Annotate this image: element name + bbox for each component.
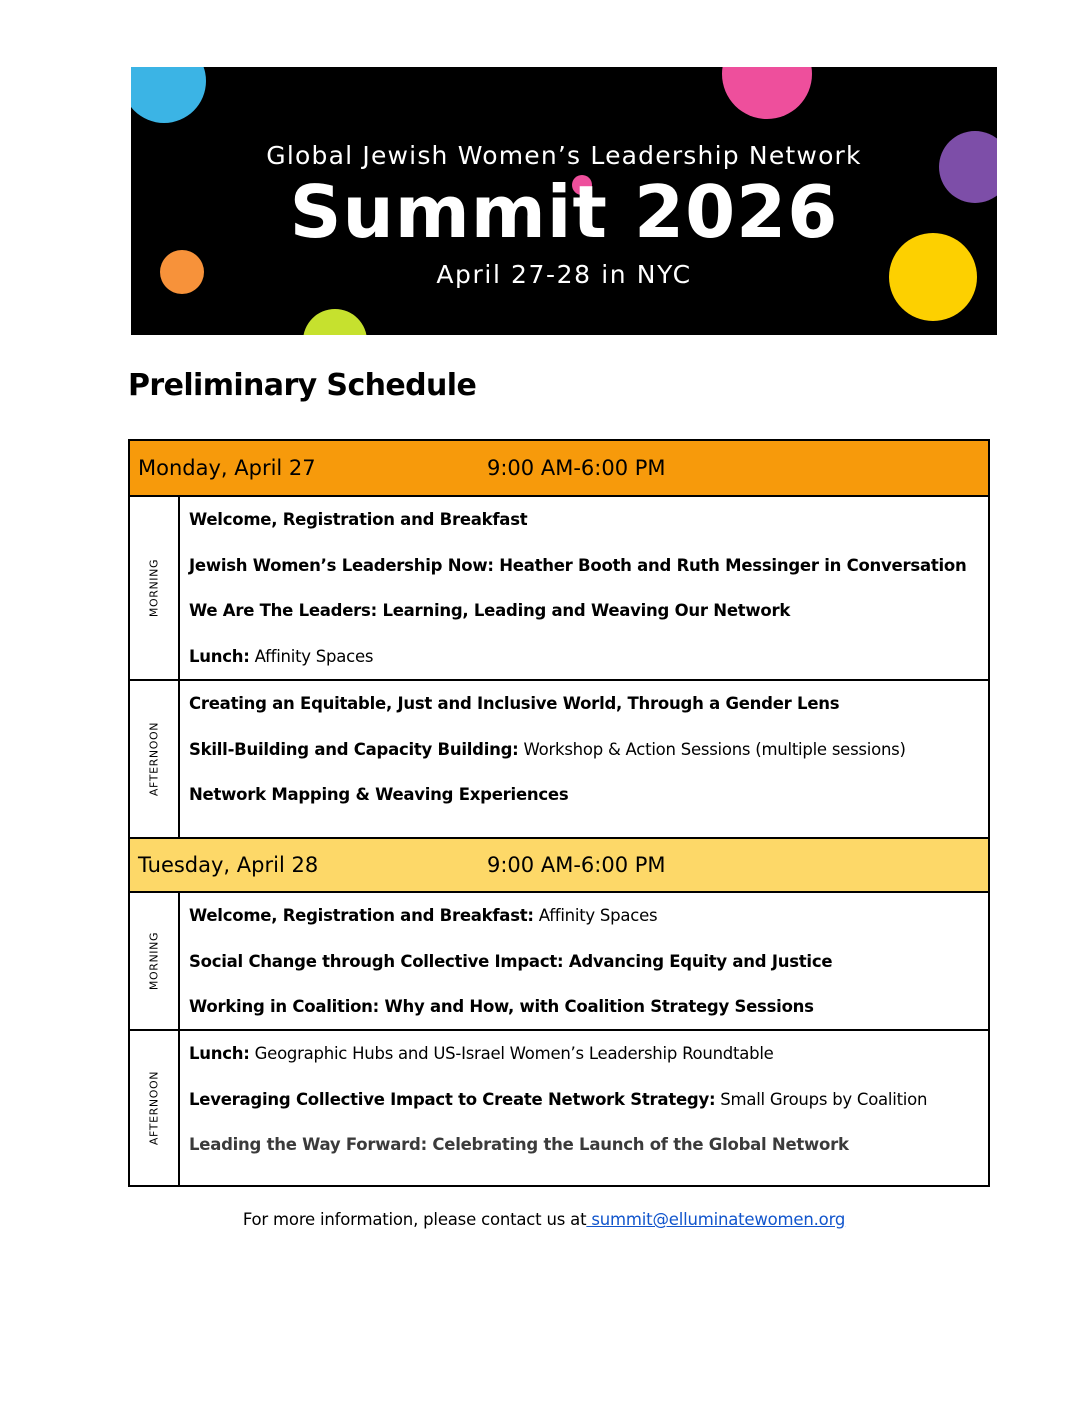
day-time: 9:00 AM-6:00 PM [487,853,666,877]
day-name: Tuesday, April 28 [138,853,319,877]
pink-circle [722,67,812,119]
list-item: Welcome, Registration and Breakfast: Affinity Spaces [189,906,658,925]
day-name: Monday, April 27 [138,456,316,480]
day-time: 9:00 AM-6:00 PM [487,456,666,480]
day-header-tuesday [130,837,988,893]
contact-text: For more information, please contact us at [242,1210,587,1229]
list-item: Leveraging Collective Impact to Create Network Strategy: Small Groups by Coalition [189,1089,928,1109]
session-period-label: AFTERNOON [130,681,180,837]
tuesday-morning-section [130,893,988,1029]
session-period-label: MORNING [130,497,180,679]
list-item: Social Change through Collective Impact: Advancing Equity and Justice [189,951,833,971]
monday-afternoon-section [130,679,988,837]
list-item: Leading the Way Forward: Celebrating the Launch of the Global Network [189,1135,849,1154]
contact-email-link[interactable]: summit@elluminatewomen.org [586,1210,846,1229]
list-item: Lunch: Geographic Hubs and US-Israel Women’s Leadership Roundtable [189,1044,774,1063]
day-header-monday [130,441,988,497]
banner-dates: April 27-28 in NYC [436,260,692,289]
list-item: We Are The Leaders: Learning, Leading and Weaving Our Network [189,601,791,620]
banner-title: Summit 2026 [289,170,839,254]
session-period-label: AFTERNOON [130,1031,180,1185]
session-period-label: MORNING [130,893,180,1029]
list-item: Network Mapping & Weaving Experiences [189,785,569,804]
list-item: Working in Coalition: Why and How, with Coalition Strategy Sessions [189,997,814,1016]
list-item: Welcome, Registration and Breakfast [189,510,528,529]
banner-org-name: Global Jewish Women’s Leadership Network [266,141,862,170]
contact-footer [0,1210,1088,1229]
list-item: Jewish Women’s Leadership Now: Heather Booth and Ruth Messinger in Conversation [189,555,967,575]
list-item: Creating an Equitable, Just and Inclusive World, Through a Gender Lens [189,694,840,713]
list-item: Skill-Building and Capacity Building: Workshop & Action Sessions (multiple sessions) [189,739,906,759]
lime-circle [303,309,367,335]
tuesday-afternoon-section [130,1029,988,1185]
monday-morning-section [130,497,988,679]
schedule-table [128,439,990,1187]
list-item: Lunch: Affinity Spaces [189,646,374,666]
page-title: Preliminary Schedule [128,368,477,403]
blue-circle [131,67,206,123]
summit-banner [131,67,997,335]
